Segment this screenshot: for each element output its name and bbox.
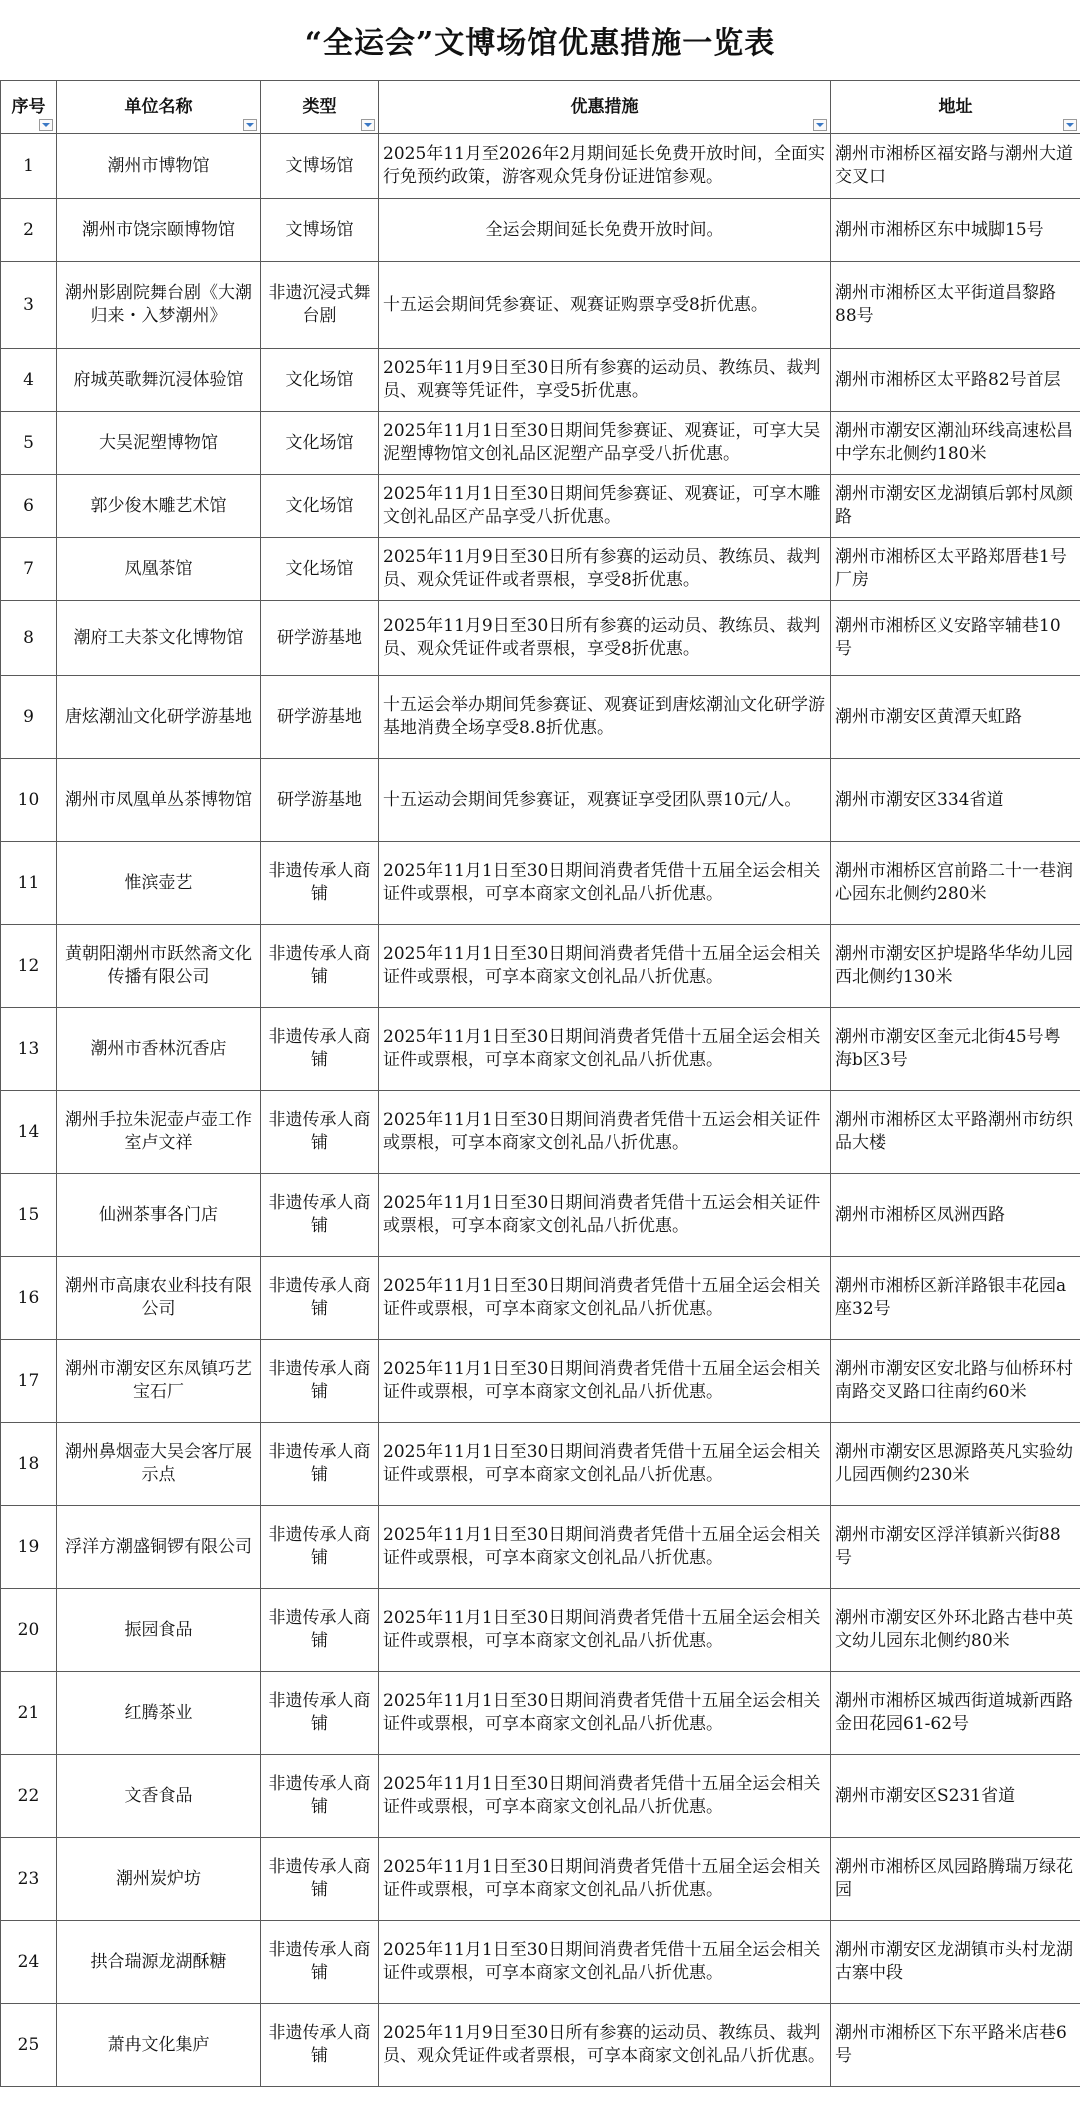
- row-number: 22: [1, 1755, 57, 1838]
- table-row: [1, 925, 1080, 1008]
- row-number: 17: [1, 1340, 57, 1423]
- address-cell: 潮州市湘桥区太平路郑厝巷1号厂房: [831, 538, 1080, 601]
- table-row: [1, 1589, 1080, 1672]
- filter-dropdown-icon[interactable]: [243, 119, 257, 131]
- discount-table: [0, 80, 1080, 2087]
- address-cell: 潮州市湘桥区太平路潮州市纺织品大楼: [831, 1091, 1080, 1174]
- address-cell: 潮州市湘桥区东中城脚15号: [831, 199, 1080, 262]
- address-cell: 潮州市潮安区黄潭天虹路: [831, 676, 1080, 759]
- address-cell: 潮州市湘桥区宫前路二十一巷润心园东北侧约280米: [831, 842, 1080, 925]
- row-number: 9: [1, 676, 57, 759]
- address-cell: 潮州市潮安区护堤路华华幼儿园西北侧约130米: [831, 925, 1080, 1008]
- row-number: 23: [1, 1838, 57, 1921]
- filter-dropdown-icon[interactable]: [813, 119, 827, 131]
- header-number: 序号: [1, 81, 57, 134]
- header-unit-name: 单位名称: [57, 81, 261, 134]
- table-row: [1, 1921, 1080, 2004]
- unit-name-cell: 黄朝阳潮州市跃然斋文化传播有限公司: [57, 925, 261, 1008]
- unit-name-cell: 郭少俊木雕艺术馆: [57, 475, 261, 538]
- row-number: 14: [1, 1091, 57, 1174]
- row-number: 1: [1, 134, 57, 199]
- table-row: [1, 601, 1080, 676]
- row-number: 10: [1, 759, 57, 842]
- row-number: 19: [1, 1506, 57, 1589]
- address-cell: 潮州市湘桥区太平街道昌黎路88号: [831, 262, 1080, 349]
- row-number: 8: [1, 601, 57, 676]
- filter-dropdown-icon[interactable]: [39, 119, 53, 131]
- address-cell: 潮州市湘桥区福安路与潮州大道交叉口: [831, 134, 1080, 199]
- row-number: 3: [1, 262, 57, 349]
- type-cell: 非遗传承人商铺: [261, 1423, 379, 1506]
- unit-name-cell: 府城英歌舞沉浸体验馆: [57, 349, 261, 412]
- type-cell: 非遗传承人商铺: [261, 2004, 379, 2087]
- table-row: [1, 538, 1080, 601]
- type-cell: 研学游基地: [261, 601, 379, 676]
- discount-measure-cell: 十五运会期间凭参赛证、观赛证购票享受8折优惠。: [379, 262, 831, 349]
- unit-name-cell: 潮州市高康农业科技有限公司: [57, 1257, 261, 1340]
- unit-name-cell: 潮州市博物馆: [57, 134, 261, 199]
- discount-measure-cell: 2025年11月9日至30日所有参赛的运动员、教练员、裁判员、观众凭证件或者票根，享受8折优惠。: [379, 601, 831, 676]
- unit-name-cell: 惟滨壶艺: [57, 842, 261, 925]
- table-row: [1, 1174, 1080, 1257]
- unit-name-cell: 潮州市凤凰单丛茶博物馆: [57, 759, 261, 842]
- row-number: 25: [1, 2004, 57, 2087]
- unit-name-cell: 拱合瑞源龙湖酥糖: [57, 1921, 261, 2004]
- table-row: [1, 1257, 1080, 1340]
- table-row: [1, 475, 1080, 538]
- table-row: [1, 1838, 1080, 1921]
- header-measures: 优惠措施: [379, 81, 831, 134]
- table-row: [1, 2004, 1080, 2087]
- unit-name-cell: 凤凰茶馆: [57, 538, 261, 601]
- row-number: 13: [1, 1008, 57, 1091]
- type-cell: 非遗传承人商铺: [261, 925, 379, 1008]
- address-cell: 潮州市潮安区S231省道: [831, 1755, 1080, 1838]
- address-cell: 潮州市潮安区潮汕环线高速松昌中学东北侧约180米: [831, 412, 1080, 475]
- address-cell: 潮州市潮安区334省道: [831, 759, 1080, 842]
- discount-measure-cell: 十五运会举办期间凭参赛证、观赛证到唐炫潮汕文化研学游基地消费全场享受8.8折优惠。: [379, 676, 831, 759]
- discount-measure-cell: 2025年11月1日至30日期间消费者凭借十五届全运会相关证件或票根，可享本商家文创礼品八折优惠。: [379, 1340, 831, 1423]
- row-number: 24: [1, 1921, 57, 2004]
- type-cell: 非遗传承人商铺: [261, 1174, 379, 1257]
- type-cell: 非遗传承人商铺: [261, 1921, 379, 2004]
- address-cell: 潮州市湘桥区城西街道城新西路金田花园61-62号: [831, 1672, 1080, 1755]
- unit-name-cell: 唐炫潮汕文化研学游基地: [57, 676, 261, 759]
- address-cell: 潮州市潮安区思源路英凡实验幼儿园西侧约230米: [831, 1423, 1080, 1506]
- row-number: 5: [1, 412, 57, 475]
- type-cell: 非遗传承人商铺: [261, 1589, 379, 1672]
- address-cell: 潮州市潮安区龙湖镇后郭村凤颜路: [831, 475, 1080, 538]
- type-cell: 非遗传承人商铺: [261, 1340, 379, 1423]
- discount-measure-cell: 2025年11月1日至30日期间消费者凭借十五届全运会相关证件或票根，可享本商家文创礼品八折优惠。: [379, 1589, 831, 1672]
- discount-measure-cell: 2025年11月1日至30日期间消费者凭借十五届全运会相关证件或票根，可享本商家文创礼品八折优惠。: [379, 1423, 831, 1506]
- row-number: 4: [1, 349, 57, 412]
- discount-measure-cell: 2025年11月1日至30日期间消费者凭借十五届全运会相关证件或票根，可享本商家文创礼品八折优惠。: [379, 1506, 831, 1589]
- table-row: [1, 676, 1080, 759]
- discount-measure-cell: 2025年11月1日至30日期间消费者凭借十五运会相关证件或票根，可享本商家文创礼品八折优惠。: [379, 1091, 831, 1174]
- discount-measure-cell: 2025年11月1日至30日期间消费者凭借十五届全运会相关证件或票根，可享本商家文创礼品八折优惠。: [379, 925, 831, 1008]
- unit-name-cell: 潮州影剧院舞台剧《大潮归来・入梦潮州》: [57, 262, 261, 349]
- discount-measure-cell: 2025年11月1日至30日期间消费者凭借十五届全运会相关证件或票根，可享本商家文创礼品八折优惠。: [379, 1257, 831, 1340]
- unit-name-cell: 萧冉文化集庐: [57, 2004, 261, 2087]
- row-number: 15: [1, 1174, 57, 1257]
- discount-measure-cell: 2025年11月1日至30日期间消费者凭借十五届全运会相关证件或票根，可享本商家文创礼品八折优惠。: [379, 1008, 831, 1091]
- row-number: 21: [1, 1672, 57, 1755]
- header-address: 地址: [831, 81, 1080, 134]
- discount-measure-cell: 2025年11月1日至30日期间消费者凭借十五届全运会相关证件或票根，可享本商家文创礼品八折优惠。: [379, 1921, 831, 2004]
- discount-measure-cell: 2025年11月9日至30日所有参赛的运动员、教练员、裁判员、观众凭证件或者票根，可享本商家文创礼品八折优惠。: [379, 2004, 831, 2087]
- address-cell: 潮州市潮安区安北路与仙桥环村南路交叉路口往南约60米: [831, 1340, 1080, 1423]
- address-cell: 潮州市潮安区外环北路古巷中英文幼儿园东北侧约80米: [831, 1589, 1080, 1672]
- type-cell: 非遗传承人商铺: [261, 842, 379, 925]
- address-cell: 潮州市湘桥区凤园路腾瑞万绿花园: [831, 1838, 1080, 1921]
- table-row: [1, 842, 1080, 925]
- table-row: [1, 1755, 1080, 1838]
- discount-measure-cell: 2025年11月1日至30日期间消费者凭借十五届全运会相关证件或票根，可享本商家文创礼品八折优惠。: [379, 1838, 831, 1921]
- table-row: [1, 412, 1080, 475]
- type-cell: 文博场馆: [261, 199, 379, 262]
- address-cell: 潮州市湘桥区下东平路米店巷6号: [831, 2004, 1080, 2087]
- table-row: [1, 1340, 1080, 1423]
- address-cell: 潮州市潮安区龙湖镇市头村龙湖古寨中段: [831, 1921, 1080, 2004]
- unit-name-cell: 潮州市香林沉香店: [57, 1008, 261, 1091]
- address-cell: 潮州市潮安区浮洋镇新兴街88号: [831, 1506, 1080, 1589]
- table-row: [1, 1423, 1080, 1506]
- type-cell: 非遗传承人商铺: [261, 1008, 379, 1091]
- discount-measure-cell: 2025年11月1日至30日期间消费者凭借十五运会相关证件或票根，可享本商家文创礼品八折优惠。: [379, 1174, 831, 1257]
- table-row: [1, 1008, 1080, 1091]
- address-cell: 潮州市湘桥区义安路宰辅巷10号: [831, 601, 1080, 676]
- type-cell: 非遗传承人商铺: [261, 1755, 379, 1838]
- discount-measure-cell: 十五运动会期间凭参赛证，观赛证享受团队票10元/人。: [379, 759, 831, 842]
- discount-measure-cell: 2025年11月1日至30日期间消费者凭借十五届全运会相关证件或票根，可享本商家文创礼品八折优惠。: [379, 1755, 831, 1838]
- table-row: [1, 759, 1080, 842]
- discount-measure-cell: 2025年11月1日至30日期间消费者凭借十五届全运会相关证件或票根，可享本商家文创礼品八折优惠。: [379, 842, 831, 925]
- discount-measure-cell: 2025年11月1日至30日期间消费者凭借十五届全运会相关证件或票根，可享本商家文创礼品八折优惠。: [379, 1672, 831, 1755]
- table-header-row: [1, 81, 1080, 134]
- unit-name-cell: 文香食品: [57, 1755, 261, 1838]
- address-cell: 潮州市湘桥区凤洲西路: [831, 1174, 1080, 1257]
- row-number: 7: [1, 538, 57, 601]
- row-number: 20: [1, 1589, 57, 1672]
- unit-name-cell: 仙洲茶事各门店: [57, 1174, 261, 1257]
- discount-measure-cell: 2025年11月1日至30日期间凭参赛证、观赛证，可享大吴泥塑博物馆文创礼品区泥塑产品享受八折优惠。: [379, 412, 831, 475]
- discount-measure-cell: 全运会期间延长免费开放时间。: [379, 199, 831, 262]
- type-cell: 文化场馆: [261, 538, 379, 601]
- unit-name-cell: 潮州手拉朱泥壶卢壶工作室卢文祥: [57, 1091, 261, 1174]
- unit-name-cell: 潮州炭炉坊: [57, 1838, 261, 1921]
- table-row: [1, 1091, 1080, 1174]
- type-cell: 文化场馆: [261, 412, 379, 475]
- address-cell: 潮州市湘桥区新洋路银丰花园a座32号: [831, 1257, 1080, 1340]
- table-row: [1, 262, 1080, 349]
- filter-dropdown-icon[interactable]: [1063, 119, 1077, 131]
- unit-name-cell: 红腾茶业: [57, 1672, 261, 1755]
- unit-name-cell: 潮州鼻烟壶大吴会客厅展示点: [57, 1423, 261, 1506]
- type-cell: 非遗传承人商铺: [261, 1838, 379, 1921]
- type-cell: 研学游基地: [261, 676, 379, 759]
- table-row: [1, 349, 1080, 412]
- unit-name-cell: 潮府工夫茶文化博物馆: [57, 601, 261, 676]
- table-row: [1, 199, 1080, 262]
- type-cell: 非遗传承人商铺: [261, 1506, 379, 1589]
- discount-measure-cell: 2025年11月9日至30日所有参赛的运动员、教练员、裁判员、观赛等凭证件，享受5折优惠。: [379, 349, 831, 412]
- type-cell: 文化场馆: [261, 475, 379, 538]
- row-number: 6: [1, 475, 57, 538]
- row-number: 12: [1, 925, 57, 1008]
- page-title: “全运会”文博场馆优惠措施一览表: [304, 26, 776, 61]
- table-row: [1, 1672, 1080, 1755]
- unit-name-cell: 振园食品: [57, 1589, 261, 1672]
- discount-measure-cell: 2025年11月至2026年2月期间延长免费开放时间，全面实行免预约政策，游客观众凭身份证进馆参观。: [379, 134, 831, 199]
- discount-measure-cell: 2025年11月9日至30日所有参赛的运动员、教练员、裁判员、观众凭证件或者票根，享受8折优惠。: [379, 538, 831, 601]
- type-cell: 文博场馆: [261, 134, 379, 199]
- table-row: [1, 1506, 1080, 1589]
- row-number: 2: [1, 199, 57, 262]
- type-cell: 文化场馆: [261, 349, 379, 412]
- type-cell: 非遗传承人商铺: [261, 1091, 379, 1174]
- unit-name-cell: 潮州市饶宗颐博物馆: [57, 199, 261, 262]
- row-number: 18: [1, 1423, 57, 1506]
- type-cell: 非遗传承人商铺: [261, 1257, 379, 1340]
- unit-name-cell: 潮州市潮安区东凤镇巧艺宝石厂: [57, 1340, 261, 1423]
- table-row: [1, 134, 1080, 199]
- address-cell: 潮州市潮安区奎元北街45号粤海b区3号: [831, 1008, 1080, 1091]
- type-cell: 非遗传承人商铺: [261, 1672, 379, 1755]
- address-cell: 潮州市湘桥区太平路82号首层: [831, 349, 1080, 412]
- type-cell: 研学游基地: [261, 759, 379, 842]
- header-type: 类型: [261, 81, 379, 134]
- filter-dropdown-icon[interactable]: [361, 119, 375, 131]
- discount-measure-cell: 2025年11月1日至30日期间凭参赛证、观赛证，可享木雕文创礼品区产品享受八折优惠。: [379, 475, 831, 538]
- type-cell: 非遗沉浸式舞台剧: [261, 262, 379, 349]
- row-number: 16: [1, 1257, 57, 1340]
- unit-name-cell: 浮洋方潮盛铜锣有限公司: [57, 1506, 261, 1589]
- unit-name-cell: 大吴泥塑博物馆: [57, 412, 261, 475]
- row-number: 11: [1, 842, 57, 925]
